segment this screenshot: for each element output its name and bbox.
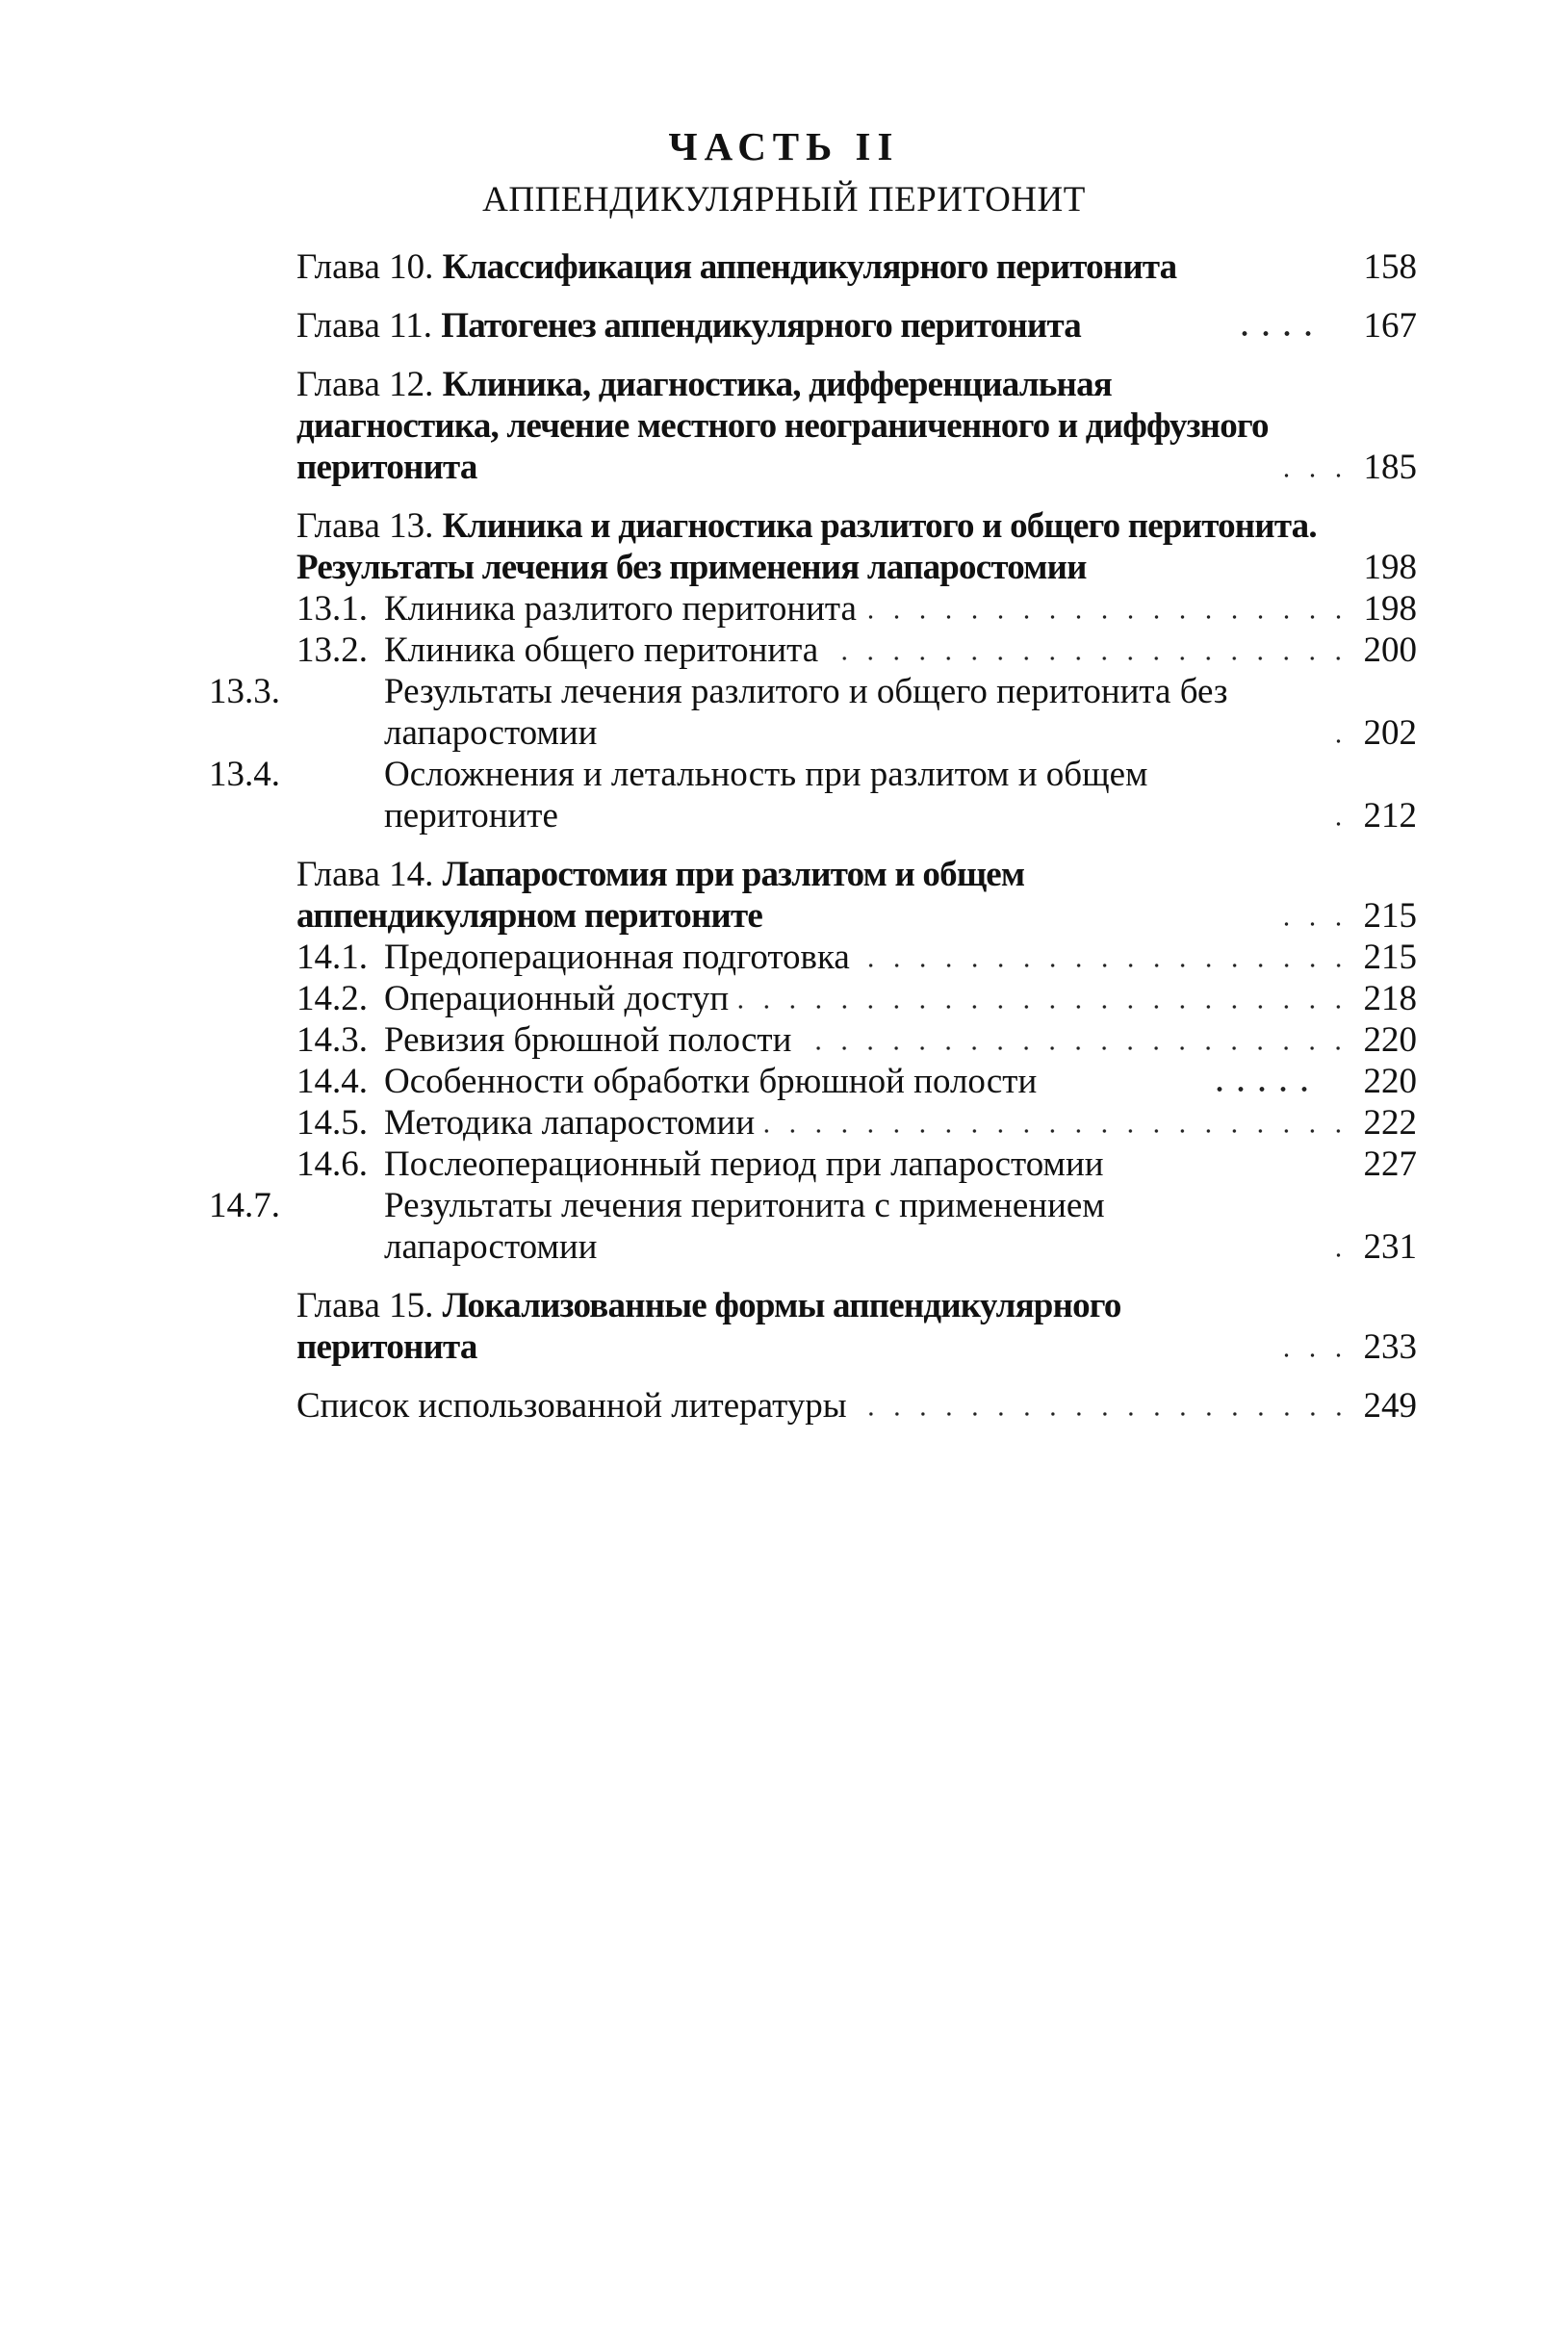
page-number: 215 (1363, 938, 1417, 977)
section-title: Предоперационная подготовка (384, 938, 850, 977)
chapter-title: Клиника и диагностика разлитого и общего перитонита. Результаты лечения без применения лапаростомии (296, 506, 1317, 587)
section-title: Клиника общего перитонита (384, 630, 819, 670)
chapter-title: Классификация аппендикулярного перитонита (442, 247, 1177, 287)
toc-entry-section-14-5[interactable] (296, 1102, 1417, 1144)
section-number: 14.2. (296, 979, 368, 1018)
dot-leader (760, 1129, 1351, 1133)
chapter-label: Глава 12. (296, 365, 434, 404)
toc-entry-chapter-10[interactable] (296, 246, 1417, 288)
toc-entry-chapter-13[interactable] (296, 505, 1417, 588)
dot-leader (1274, 1353, 1351, 1357)
part-label: ЧАСТЬ II (668, 124, 900, 168)
page-number: 220 (1363, 1020, 1417, 1060)
page-number: 202 (1363, 713, 1417, 753)
toc-entry-chapter-12[interactable] (296, 364, 1417, 488)
section-title: Особенности обработки брюшной полости (384, 1062, 1038, 1101)
page-number: 198 (1363, 589, 1417, 629)
page-number: 222 (1363, 1103, 1417, 1143)
dot-leader (1226, 331, 1319, 336)
dot-leader (824, 656, 1351, 660)
page-number: 200 (1363, 630, 1417, 670)
section-title: Результаты лечения перитонита с применением лапаростомии (384, 1186, 1105, 1267)
toc-entry-section-13-3[interactable] (209, 671, 1417, 754)
toc-entry-chapter-14[interactable] (296, 854, 1417, 937)
section-title: Методика лапаростомии (384, 1103, 756, 1143)
toc-entry-section-14-4[interactable] (296, 1061, 1417, 1102)
table-of-contents (209, 246, 1417, 1427)
chapter-title: Лапаростомия при разлитом и общем аппендикулярном перитоните (296, 855, 1025, 936)
toc-entry-section-14-1[interactable] (296, 937, 1417, 978)
toc-entry-section-14-2[interactable] (296, 978, 1417, 1019)
toc-entry-section-13-4[interactable] (209, 754, 1417, 836)
toc-entry-section-14-3[interactable] (296, 1019, 1417, 1061)
dot-leader (797, 1046, 1351, 1050)
page-number: 220 (1363, 1062, 1417, 1101)
toc-entry-chapter-15[interactable] (296, 1285, 1417, 1368)
section-title: Операционный доступ (384, 979, 730, 1018)
literature-title: Список использованной литературы (296, 1386, 847, 1426)
section-title: Ревизия брюшной полости (384, 1020, 792, 1060)
section-number: 14.6. (296, 1144, 368, 1184)
section-number: 14.1. (296, 938, 368, 977)
chapter-title: Клиника, диагностика, дифференциальная диагностика, лечение местного неограниченного и диффузного перитонита (296, 365, 1269, 487)
dot-leader (853, 1412, 1351, 1416)
section-title: Послеоперационный период при лапаростомии (384, 1144, 1104, 1184)
chapter-title: Патогенез аппендикулярного перитонита (441, 306, 1081, 346)
toc-entry-section-13-2[interactable] (296, 630, 1417, 671)
chapter-label: Глава 15. (296, 1286, 434, 1325)
section-number: 14.7. (209, 1186, 280, 1225)
section-number: 14.4. (296, 1062, 368, 1101)
dot-leader (1201, 1087, 1315, 1092)
dot-leader (1332, 822, 1351, 826)
page-number: 167 (1363, 306, 1417, 346)
chapter-label: Глава 10. (296, 247, 434, 287)
page-number: 212 (1363, 796, 1417, 836)
chapter-label: Глава 13. (296, 506, 434, 546)
section-number: 14.3. (296, 1020, 368, 1060)
dot-leader (734, 1005, 1351, 1009)
toc-entry-literature[interactable] (296, 1385, 1417, 1427)
section-number: 13.1. (296, 589, 368, 629)
dot-leader (1274, 474, 1351, 477)
section-title: Клиника разлитого перитонита (384, 589, 857, 629)
chapter-label: Глава 11. (296, 306, 433, 346)
section-number: 13.2. (296, 630, 368, 670)
chapter-label: Глава 14. (296, 855, 434, 894)
chapter-title: Локализованные формы аппендикулярного перитонита (296, 1286, 1121, 1367)
dot-leader (1332, 1253, 1351, 1257)
dot-leader (856, 964, 1351, 967)
section-title: Осложнения и летальность при разлитом и общем перитоните (384, 755, 1148, 836)
section-title: Результаты лечения разлитого и общего перитонита без лапаростомии (384, 672, 1228, 753)
page-number: 185 (1363, 448, 1417, 487)
toc-entry-chapter-11[interactable] (296, 305, 1417, 347)
page-number: 227 (1363, 1144, 1417, 1184)
page-number: 198 (1363, 548, 1417, 587)
section-number: 14.5. (296, 1103, 368, 1143)
page-number: 233 (1363, 1327, 1417, 1367)
page-number: 215 (1363, 896, 1417, 936)
toc-entry-section-14-6[interactable] (296, 1144, 1417, 1185)
page-number: 249 (1363, 1386, 1417, 1426)
page-number: 158 (1363, 247, 1417, 287)
dot-leader (1332, 739, 1351, 743)
dot-leader (1274, 922, 1351, 926)
dot-leader (862, 615, 1351, 619)
page-number: 231 (1363, 1227, 1417, 1267)
section-number: 13.4. (209, 755, 280, 794)
part-title: АППЕНДИКУЛЯРНЫЙ ПЕРИТОНИТ (482, 180, 1086, 219)
toc-entry-section-13-1[interactable] (296, 588, 1417, 630)
page-number: 218 (1363, 979, 1417, 1018)
toc-entry-section-14-7[interactable] (209, 1185, 1417, 1268)
section-number: 13.3. (209, 672, 280, 711)
